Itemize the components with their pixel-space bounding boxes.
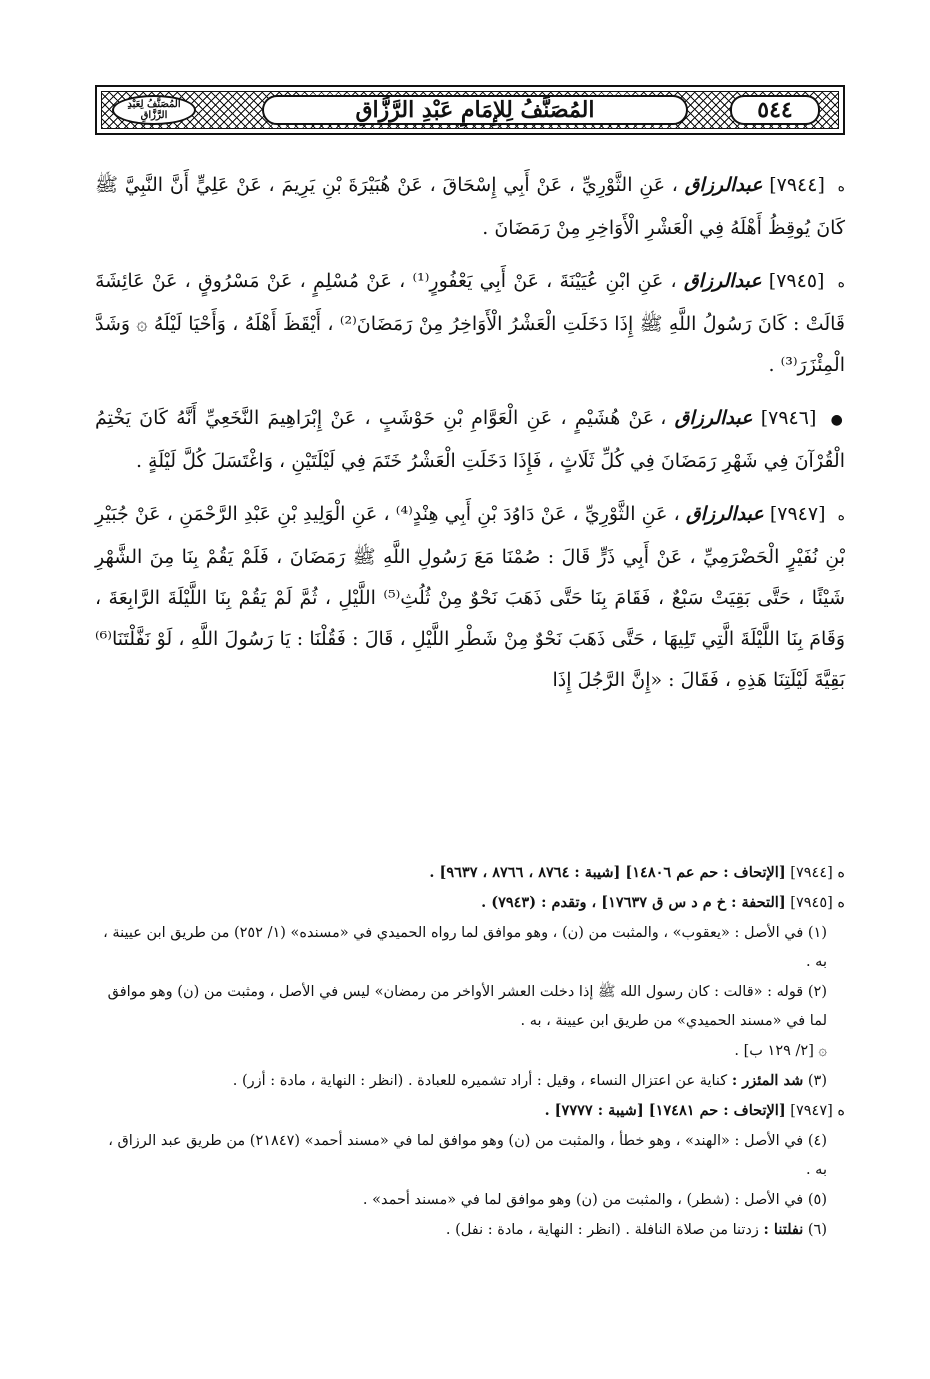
page-header <box>95 85 845 135</box>
footnote <box>95 1185 845 1215</box>
footnote <box>95 858 845 888</box>
hadith-marker: ه <box>837 179 845 195</box>
main-text <box>95 165 845 713</box>
hadith-number: [٧٩٤٧] <box>769 503 826 525</box>
hadith-paragraph <box>95 398 845 482</box>
hadith-paragraph <box>95 494 845 701</box>
hadith-number: [٧٩٤٥] <box>768 270 825 292</box>
footnote-lead: ه [٧٩٤٤] <box>790 865 845 881</box>
hadith-text: ، عَنِ الثَّوْرِيِّ ، عَنْ أَبِي إِسْحَاقَ ، عَنْ هُبَيْرَةَ بْنِ يَرِيمَ ، عَنْ عَلِيٍّ أَنَّ النَّبِيَّ ﷺ كَانَ يُوقِظُ أَهْلَهُ فِي الْعَشْرِ الْأَوَاخِرِ مِنْ رَمَضَانَ . <box>95 174 845 239</box>
footnote-lead: (٢) <box>807 984 827 1000</box>
header-ornament-border <box>101 91 839 129</box>
page-number: ٥٤٤ <box>730 95 820 125</box>
footnote-lead: ه [٧٩٤٥] <box>790 895 845 911</box>
book-seal-logo <box>112 95 196 125</box>
footnote-lead: (٤) <box>807 1133 827 1149</box>
hadith-number: [٧٩٤٤] <box>769 174 825 196</box>
hadith-paragraph <box>95 165 845 249</box>
footnote-bold: [الإتحاف : حم ١٧٤٨١] [شيبة : ٧٧٧٧] . <box>544 1102 786 1119</box>
footnote-lead: (٣) <box>807 1073 827 1089</box>
footnote-lead: ۞ <box>818 1043 827 1059</box>
footnote-text: في الأصل : «الهند» ، وهو خطأ ، والمثبت من (ن) وهو موافق لما في «مسند أحمد» (٢١٨٤٧) من طريق عبد الرزاق ، به . <box>108 1133 827 1178</box>
footnote-text: [٢/ ١٢٩ ب] . <box>734 1043 814 1059</box>
hadith-text: ، عَنِ الثَّوْرِيِّ ، عَنْ دَاوُدَ بْنِ أَبِي هِنْدٍ⁽⁴⁾ ، عَنِ الْوَلِيدِ بْنِ عَبْدِ الرَّحْمَنِ ، عَنْ جُبَيْرِ بْنِ نُفَيْرٍ الْحَضْرَمِيِّ ، عَنْ أَبِي ذَرٍّ قَالَ : صُمْنَا مَعَ رَسُولِ اللَّهِ ﷺ رَمَضَانَ ، فَلَمْ يَقُمْ بِنَا مِنَ الشَّهْرِ شَيْئًا ، حَتَّى بَقِيَتْ سَبْعٌ ، فَقَامَ بِنَا حَتَّى ذَهَبَ نَحْوٌ مِنْ ثُلُثِ⁽⁵⁾ اللَّيْلِ ، ثُمَّ لَمْ يَقُمْ بِنَا اللَّيْلَةَ الرَّابِعَةَ ، وَقَامَ بِنَا اللَّيْلَةَ الَّتِي تَلِيهَا ، حَتَّى ذَهَبَ نَحْوٌ مِنْ شَطْرِ اللَّيْلِ ، قَالَ : فَقُلْنَا : يَا رَسُولَ اللَّهِ ، لَوْ نَفَّلْتَنَا⁽⁶⁾ بَقِيَّةَ لَيْلَتِنَا هَذِهِ ، فَقَالَ : «إِنَّ الرَّجُلَ إِذَا <box>95 503 845 691</box>
narrator-name: عبدالرزاق <box>684 174 763 196</box>
footnote-bold: [التحفة : خ م د س ق ١٧٦٣٧] ، وتقدم : (٧٩٤٣) . <box>481 894 786 911</box>
hadith-marker: ه <box>837 275 845 291</box>
footnote <box>95 888 845 918</box>
hadith-text: ، عَنْ هُشَيْمٍ ، عَنِ الْعَوَّامِ بْنِ حَوْشَبٍ ، عَنْ إِبْرَاهِيمَ النَّخَعِيِّ أَنَّهُ كَانَ يَخْتِمُ الْقُرْآنَ فِي شَهْرِ رَمَضَانَ فِي كُلِّ ثَلَاثٍ ، فَإِذَا دَخَلَتِ الْعَشْرُ خَتَمَ فِي لَيْلَتَيْنِ ، وَاغْتَسَلَ كُلَّ لَيْلَةٍ . <box>95 407 845 472</box>
book-title: المُصَنَّفُ لِلإِمَامِ عَبْدِ الرَّزَّاقِ <box>262 95 688 125</box>
footnote-bold: شد المئزر : <box>731 1072 804 1089</box>
hadith-marker: ● <box>830 412 845 428</box>
hadith-paragraph <box>95 261 845 386</box>
footnote-bold: [الإتحاف : حم عم ١٤٨٠٦] [شيبة : ٨٧٦٤ ، ٨٧٦٦ ، ٩٦٣٧] . <box>429 864 786 881</box>
narrator-name: عبدالرزاق <box>683 270 762 292</box>
footnote <box>95 977 845 1036</box>
footnote-text: كناية عن اعتزال النساء ، وقيل : أراد تشميره للعبادة . (انظر : النهاية ، مادة : أزر) . <box>232 1073 728 1089</box>
footnote-lead: ه [٧٩٤٧] <box>790 1103 845 1119</box>
narrator-name: عبدالرزاق <box>685 503 764 525</box>
footnote <box>95 1096 845 1126</box>
footnote-text: في الأصل : (شطر) ، والمثبت من (ن) وهو موافق لما في «مسند أحمد» . <box>362 1192 804 1208</box>
footnote-lead: (٦) <box>807 1222 827 1238</box>
hadith-number: [٧٩٤٦] <box>760 407 817 429</box>
footnote-text: قوله : «قالت : كان رسول الله ﷺ إذا دخلت العشر الأواخر من رمضان» ليس في الأصل ، ومثبت من (ن) وهو موافق لما في «مسند الحميدي» من طريق ابن عيينة ، به . <box>107 984 827 1029</box>
hadith-marker: ه <box>837 508 845 524</box>
footnote-text: في الأصل : «يعقوب» ، والمثبت من (ن) ، وهو موافق لما رواه الحميدي في «مسنده» (١/ ٢٥٢) من طريق ابن عيينة ، به . <box>103 925 827 970</box>
footnote <box>95 1126 845 1185</box>
seal-text: المُصَنَّفُ لِعَبْدِ الرَّزَّاقِ <box>127 99 181 121</box>
narrator-name: عبدالرزاق <box>674 407 753 429</box>
footnote-text: زدتنا من صلاة النافلة . (انظر : النهاية ، مادة : نفل) . <box>445 1222 759 1238</box>
footnote-lead: (١) <box>807 925 827 941</box>
footnote <box>95 918 845 977</box>
footnote-lead: (٥) <box>807 1192 827 1208</box>
footnote-bold: نفلتنا : <box>763 1221 804 1238</box>
footnote <box>95 1066 845 1096</box>
footnote <box>95 1036 845 1066</box>
footnote <box>95 1215 845 1245</box>
hadith-text: ، عَنِ ابْنِ عُيَيْنَةَ ، عَنْ أَبِي يَعْفُورٍ⁽¹⁾ ، عَنْ مُسْلِمٍ ، عَنْ مَسْرُوقٍ ، عَنْ عَائِشَةَ قَالَتْ : كَانَ رَسُولُ اللَّهِ ﷺ إِذَا دَخَلَتِ الْعَشْرُ الْأَوَاخِرُ مِنْ رَمَضَانَ⁽²⁾ ، أَيْقَظَ أَهْلَهُ ، وَأَحْيَا لَيْلَهُ ۞ وَشَدَّ الْمِئْزَرَ⁽³⁾ . <box>95 270 845 376</box>
footnotes <box>95 858 845 1245</box>
